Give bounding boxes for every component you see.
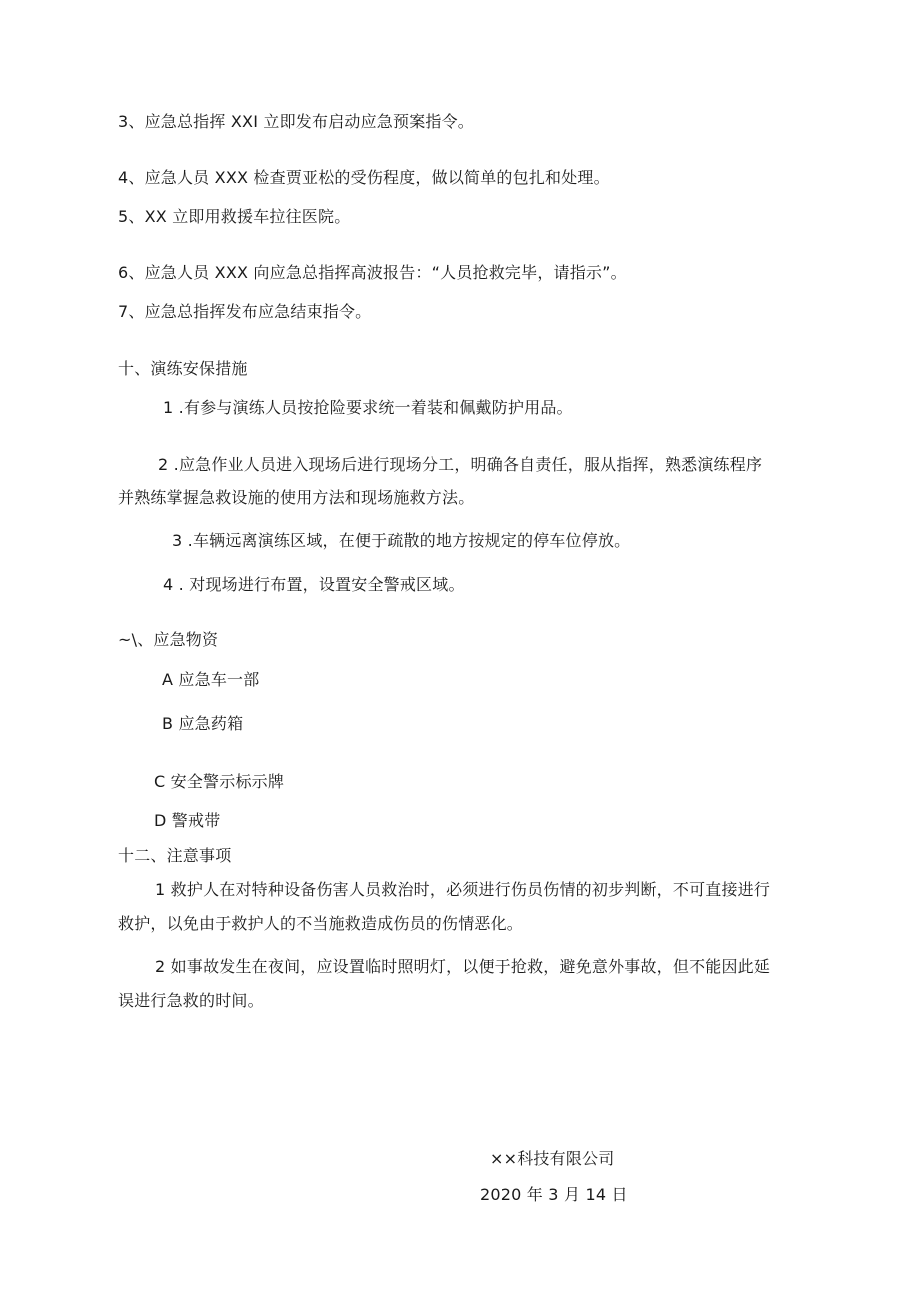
step-5: 5、XX 立即用救援车拉往医院。 xyxy=(118,207,351,226)
section-12-item-1-cont: 救护，以免由于救护人的不当施救造成伤员的伤情恶化。 xyxy=(118,914,524,933)
section-11-item-d: D 警戒带 xyxy=(154,811,221,830)
section-12-item-1: 1 救护人在对特种设备伤害人员救治时，必须进行伤员伤情的初步判断，不可直接进行 xyxy=(155,880,771,899)
section-12-item-2: 2 如事故发生在夜间，应设置临时照明灯，以便于抢救，避免意外事故，但不能因此延 xyxy=(155,957,771,976)
section-12-item-2-cont: 误进行急救的时间。 xyxy=(118,991,264,1010)
section-11-heading: ~\、应急物资 xyxy=(118,630,219,649)
section-10-item-2-cont: 并熟练掌握急救设施的使用方法和现场施救方法。 xyxy=(118,488,475,507)
section-12-heading: 十二、注意事项 xyxy=(118,846,232,865)
signature-company: ××科技有限公司 xyxy=(490,1149,615,1168)
step-7: 7、应急总指挥发布应急结束指令。 xyxy=(118,302,372,321)
step-6: 6、应急人员 XXX 向应急总指挥高波报告：“人员抢救完毕，请指示”。 xyxy=(118,263,627,282)
section-11-item-c: C 安全警示标示牌 xyxy=(154,772,285,791)
section-10-item-3: 3 .车辆远离演练区域，在便于疏散的地方按规定的停车位停放。 xyxy=(172,531,631,550)
section-10-item-2: 2 .应急作业人员进入现场后进行现场分工，明确各自责任，服从指挥，熟悉演练程序 xyxy=(158,455,763,474)
section-10-item-1: 1 .有参与演练人员按抢险要求统一着装和佩戴防护用品。 xyxy=(163,398,573,417)
signature-date: 2020 年 3 月 14 日 xyxy=(480,1185,628,1204)
step-4: 4、应急人员 XXX 检查贾亚松的受伤程度，做以简单的包扎和处理。 xyxy=(118,168,610,187)
section-10-heading: 十、演练安保措施 xyxy=(118,359,248,378)
section-11-item-a: A 应急车一部 xyxy=(162,670,260,689)
section-11-item-b: B 应急药箱 xyxy=(162,714,244,733)
section-10-item-4: 4 . 对现场进行布置，设置安全警戒区域。 xyxy=(163,575,465,594)
step-3: 3、应急总指挥 XXI 立即发布启动应急预案指令。 xyxy=(118,112,474,131)
